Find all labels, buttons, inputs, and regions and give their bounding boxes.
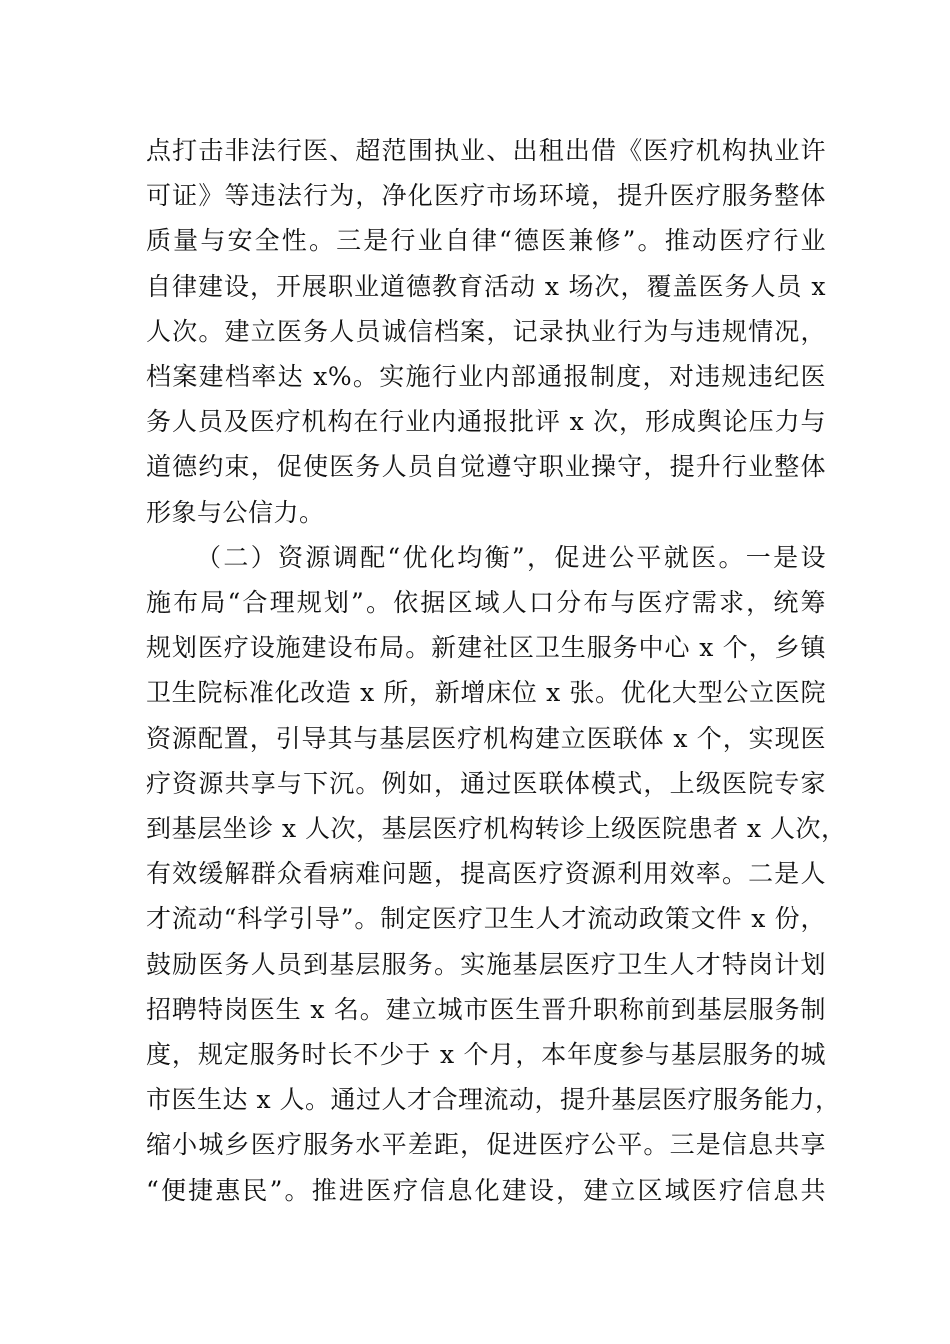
text-line: 度，规定服务时长不少于 x 个月，本年度参与基层服务的城 — [146, 1040, 826, 1070]
text-line: 卫生院标准化改造 x 所，新增床位 x 张。优化大型公立医院 — [146, 678, 826, 708]
text-line: 自律建设，开展职业道德教育活动 x 场次，覆盖医务人员 x — [146, 271, 826, 301]
text-line: 道德约束，促使医务人员自觉遵守职业操守，提升行业整体 — [146, 452, 826, 482]
text-line: 才流动“科学引导”。制定医疗卫生人才流动政策文件 x 份， — [146, 904, 826, 934]
text-line: 有效缓解群众看病难问题，提高医疗资源利用效率。二是人 — [146, 859, 826, 889]
text-line: 规划医疗设施建设布局。新建社区卫生服务中心 x 个，乡镇 — [146, 633, 826, 663]
section-heading-line: （二）资源调配“优化均衡”，促进公平就医。一是设 — [196, 542, 826, 572]
text-line: 鼓励医务人员到基层服务。实施基层医疗卫生人才特岗计划 — [146, 949, 826, 979]
text-line: 可证》等违法行为，净化医疗市场环境，提升医疗服务整体 — [146, 181, 826, 211]
text-line: 质量与安全性。三是行业自律“德医兼修”。推动医疗行业 — [146, 226, 826, 256]
text-line: 人次。建立医务人员诚信档案，记录执业行为与违规情况， — [146, 316, 826, 346]
text-line: 疗资源共享与下沉。例如，通过医联体模式，上级医院专家 — [146, 768, 826, 798]
text-line: 缩小城乡医疗服务水平差距，促进医疗公平。三是信息共享 — [146, 1130, 826, 1160]
text-line: 档案建档率达 x%。实施行业内部通报制度，对违规违纪医 — [146, 362, 826, 392]
text-line: 到基层坐诊 x 人次，基层医疗机构转诊上级医院患者 x 人次， — [146, 814, 847, 844]
text-line: 形象与公信力。 — [146, 497, 325, 527]
text-line: 招聘特岗医生 x 名。建立城市医生晋升职称前到基层服务制 — [146, 994, 826, 1024]
text-line: “便捷惠民”。推进医疗信息化建设，建立区域医疗信息共 — [146, 1175, 826, 1205]
text-line: 点打击非法行医、超范围执业、出租出借《医疗机构执业许 — [146, 136, 826, 165]
text-line: 市医生达 x 人。通过人才合理流动，提升基层医疗服务能力， — [146, 1085, 841, 1115]
text-line: 施布局“合理规划”。依据区域人口分布与医疗需求，统筹 — [146, 588, 826, 618]
text-line: 务人员及医疗机构在行业内通报批评 x 次，形成舆论压力与 — [146, 407, 826, 437]
text-line: 资源配置，引导其与基层医疗机构建立医联体 x 个，实现医 — [146, 723, 826, 753]
body-text — [146, 128, 847, 1213]
